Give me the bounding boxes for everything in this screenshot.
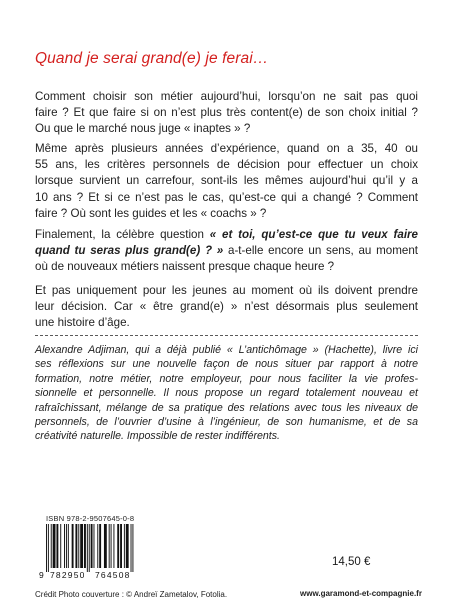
barcode-bar [56,524,58,568]
paragraph-line: 10 ans ? Et si ce n’est pas le cas, qu’est-ce qui a changé ? Comment [35,190,418,204]
paragraph-1 [35,89,418,138]
barcode-bar [91,524,93,568]
barcode-bar [126,524,129,568]
barcode-bar [87,524,88,572]
barcode-bar [124,524,125,568]
bio-line: créativité naturelle. Impossible de rester indifférents. [35,430,280,443]
barcode-bars [46,524,133,572]
paragraph-line: faire ? Et que faire si on n’est plus très content(e) de son choix initial ? [35,106,418,120]
paragraph-line: Ou que le marché nous juge « inaptes » ? [35,122,251,136]
paragraph-line [35,227,418,243]
barcode-bar [97,524,98,568]
barcode-bar [64,524,65,568]
paragraph-line: faire ? Où sont les guides et les « coachs » ? [35,206,267,220]
bio-line: formation, notre métier, notre employeur, pour nous faciliter la vie profes- [35,372,418,385]
dashed-divider [35,335,418,336]
paragraph-line: Et pas uniquement pour les jeunes au moment où ils doivent prendre [35,284,418,297]
paragraph-2 [35,141,418,222]
bio-line: rafraîchissant, mélange de sa pratique des relations avec tous les niveaux de [35,401,418,414]
barcode-bar [120,524,122,568]
isbn-barcode [38,524,144,580]
emphasized-question: quand tu seras plus grand(e) ? » [35,244,224,258]
bio-line: Alexandre Adjiman, qui a déjà publié « L’antichômage » (Hachette), livre ici [35,344,418,356]
barcode-bar [131,524,132,572]
barcode-bar [51,524,52,568]
cover-title: Quand je serai grand(e) je ferai… [35,50,269,67]
barcode-bar [84,524,86,568]
paragraph-line: lorsque survient un carrefour, sont-ils les mêmes aujourd’hui qu’il y a [35,174,418,188]
paragraph-3 [35,227,418,276]
barcode-bar [117,524,119,568]
barcode-bar [53,524,56,568]
barcode-digit-first: 9 [39,570,44,580]
barcode-digits-left: 782950 [50,570,86,580]
paragraph-text: Finalement, la célèbre question [35,228,210,241]
barcode-bar [78,524,79,568]
barcode-bar [80,524,83,568]
bio-line: personnels, de l’ouvrier d’usine à l’ingénieur, de son humanisme, et de sa [35,416,418,429]
paragraph-text: a-t-elle encore un sens, au moment [223,244,418,258]
paragraph-line: 55 ans, les critères personnels de décision pour effectuer un choix [35,158,418,172]
barcode-bar [111,524,112,568]
paragraph-line: leur décision. Car « être grand(e) » n’est désormais plus seulement [35,300,418,314]
bio-line: ses réflexions sur une nouvelle façon de nous situer par rapport à notre [35,358,418,371]
barcode-digits-right: 764508 [95,570,131,580]
barcode-bar [60,524,61,568]
photo-credit: Crédit Photo couverture : © Andreï Zametalov, Fotolia. [35,590,228,599]
barcode-bar [66,524,67,568]
barcode-bar [46,524,47,572]
isbn-label: ISBN 978-2-9507645-0-8 [46,514,135,523]
author-bio [35,343,418,444]
barcode-bar [104,524,107,568]
barcode-bar [99,524,101,568]
barcode-bar [48,524,49,572]
price: 14,50 € [332,556,371,568]
barcode-bar [132,524,133,572]
paragraph-4 [35,283,418,332]
barcode-bar [109,524,110,568]
paragraph-line: où de nouveaux métiers naissent presque chaque heure ? [35,260,335,274]
barcode-bar [94,524,95,568]
barcode-bar [68,524,69,568]
paragraph-line: une histoire d’âge. [35,316,130,330]
barcode-bar [89,524,90,572]
publisher-website: www.garamond-et-compagnie.fr [300,589,422,598]
paragraph-line: Comment choisir son métier aujourd’hui, lorsqu’on ne sait pas quoi [35,90,418,103]
barcode-bar [113,524,114,568]
barcode-bar [75,524,77,568]
emphasized-question: « et toi, qu’est-ce que tu veux faire [209,228,419,241]
bio-line: sionnelle et personnelle. Il nous propose un regard totalement nouveau et [35,387,418,400]
paragraph-line [35,243,418,259]
paragraph-line: Même après plusieurs années d’expérience, quand on a 35, 40 ou [35,142,418,155]
barcode-bar [72,524,74,568]
